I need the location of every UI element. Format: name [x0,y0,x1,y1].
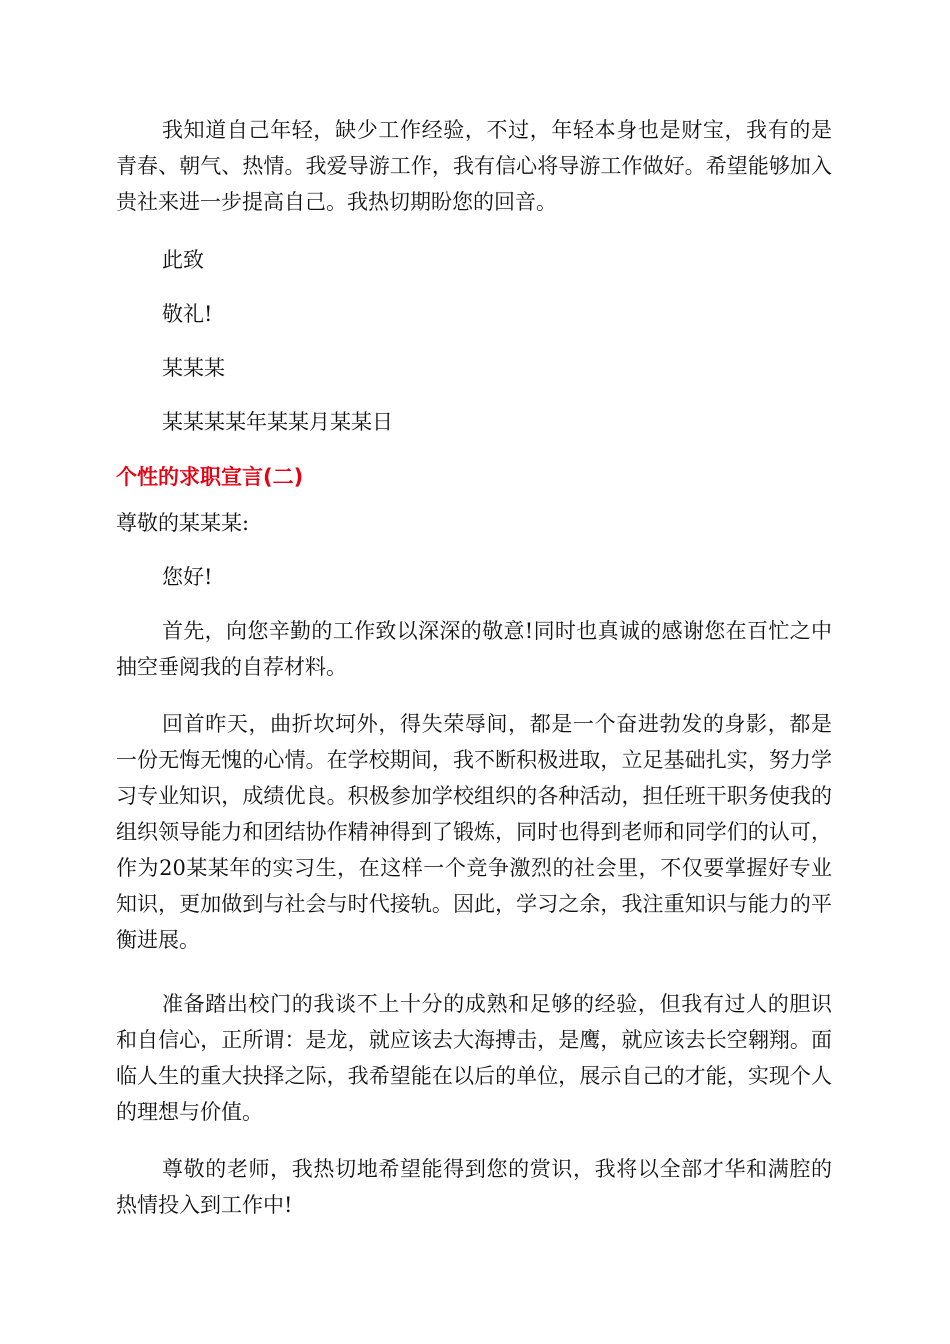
signature: 某某某 [162,356,225,380]
body-paragraph: 首先，向您辛勤的工作致以深深的敬意!同时也真诚的感谢您在百忙之中抽空垂阅我的自荐材料。 [116,619,832,679]
salutation: 尊敬的某某某: [116,511,250,535]
body-paragraph: 准备踏出校门的我谈不上十分的成熟和足够的经验，但我有过人的胆识和自信心，正所谓：是龙，就应该去大海搏击，是鹰，就应该去长空翱翔。面临人生的重大抉择之际，我希望能在以后的单位，展示自己的才能，实现个人的理想与价值。 [116,992,832,1124]
body-paragraph: 回首昨天，曲折坎坷外，得失荣辱间，都是一个奋进勃发的身影，都是一份无悔无愧的心情。在学校期间，我不断积极进取，立足基础扎实，努力学习专业知识，成绩优良。积极参加学校组织的各种活动，担任班干职务使我的组织领导能力和团结协作精神得到了锻炼，同时也得到老师和同学们的认可，作为20某某年的实习生，在这样一个竞争激烈的社会里，不仅要掌握好专业知识，更加做到与社会与时代接轨。因此，学习之余，我注重知识与能力的平衡进展。 [116,712,832,952]
closing-line-2: 敬礼! [162,302,213,326]
body-paragraph: 尊敬的老师，我热切地希望能得到您的赏识，我将以全部才华和满腔的热情投入到工作中! [116,1157,832,1217]
closing-line-1: 此致 [162,248,204,272]
letter-date: 某某某某年某某月某某日 [162,410,393,434]
section-heading: 个性的求职宣言(二) [116,465,304,489]
greeting: 您好! [162,565,213,589]
letter-closing-paragraph: 我知道自己年轻，缺少工作经验，不过，年轻本身也是财宝，我有的是青春、朝气、热情。我爱导游工作，我有信心将导游工作做好。希望能够加入贵社来进一步提高自己。我热切期盼您的回音。 [116,118,832,214]
